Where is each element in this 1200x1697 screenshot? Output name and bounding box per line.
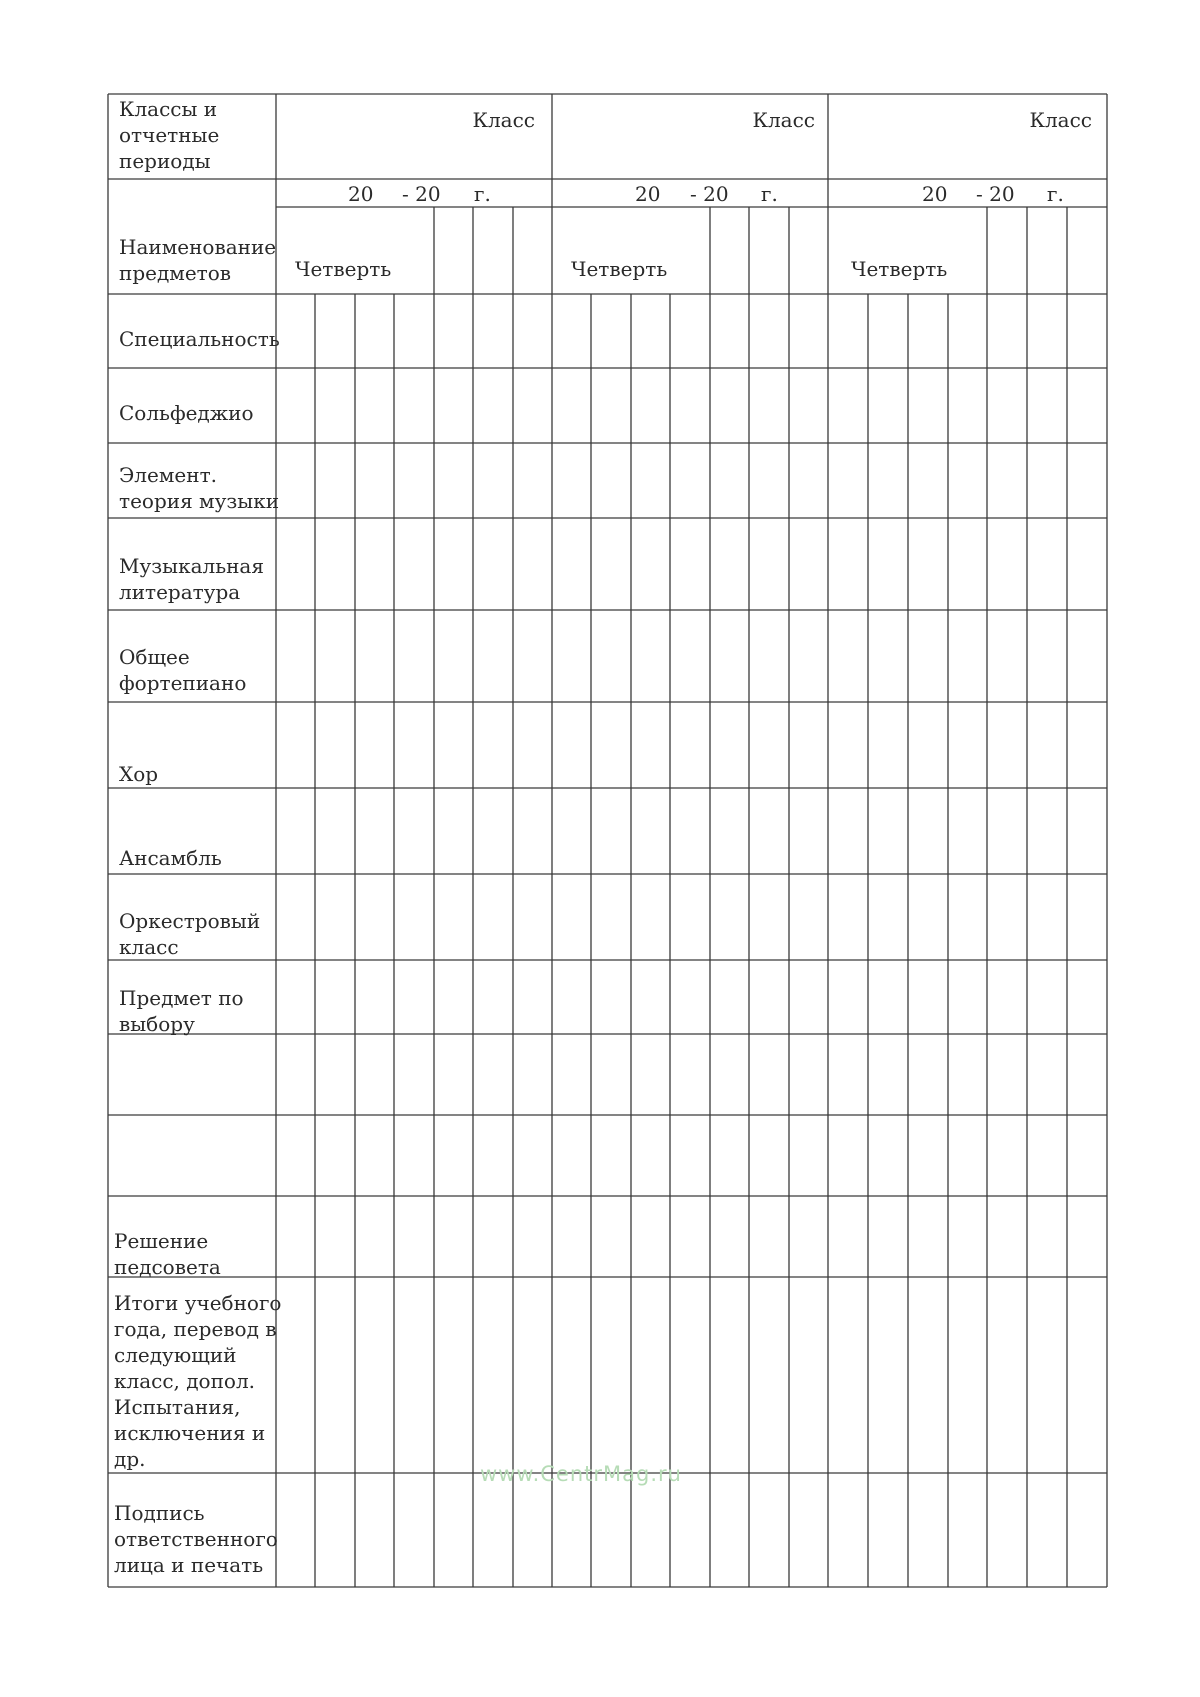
year-from-3: 20 [922,182,948,206]
quarter-label-1: Четверть [295,257,392,281]
classes-periods-label: Классы и отчетные периоды [119,97,220,173]
row-label-music-theory: Элемент. теория музыки [119,463,280,513]
row-label-elective: Предмет по выбору [119,986,244,1036]
year-to-1: - 20 [402,182,441,206]
row-label-orchestra: Оркестровый класс [119,909,261,959]
year-from-1: 20 [348,182,374,206]
year-to-2: - 20 [690,182,729,206]
year-from-2: 20 [635,182,661,206]
row-label-music-literature: Музыкальная литература [119,554,264,604]
watermark: www.CentrMag.ru [480,1462,682,1486]
row-label-specialty: Специальность [119,327,280,351]
year-suffix-2: г. [761,182,778,206]
row-label-choir: Хор [119,762,159,786]
year-suffix-3: г. [1047,182,1064,206]
class-label-2: Класс [752,108,815,132]
quarter-label-2: Четверть [571,257,668,281]
class-label-1: Класс [472,108,535,132]
row-label-signature: Подпись ответственного лица и печать [114,1501,278,1577]
quarter-label-3: Четверть [851,257,948,281]
subjects-header-label: Наименование предметов [119,235,277,285]
row-label-council-decision: Решение педсовета [114,1229,221,1279]
year-to-3: - 20 [976,182,1015,206]
row-label-ensemble: Ансамбль [119,846,222,870]
year-suffix-1: г. [474,182,491,206]
row-label-year-results: Итоги учебного года, перевод в следующий класс, допол. Испытания, исключения и др. [114,1291,282,1471]
class-label-3: Класс [1029,108,1092,132]
row-label-general-piano: Общее фортепиано [119,645,247,695]
row-label-solfeggio: Сольфеджио [119,401,254,425]
